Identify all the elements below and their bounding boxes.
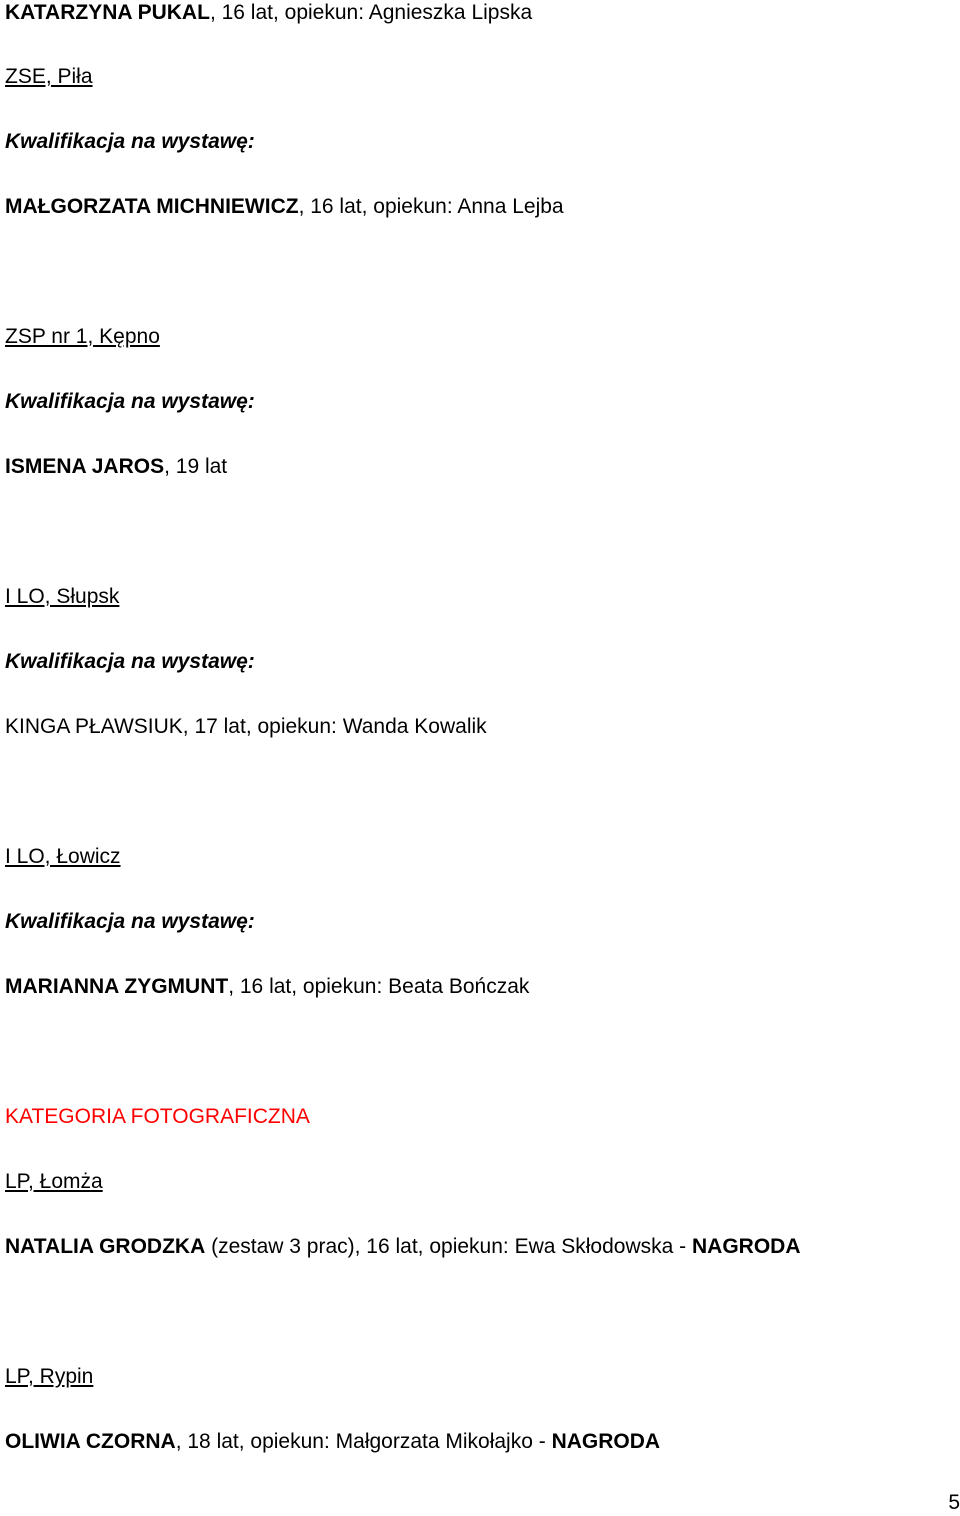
page-number: 5 [948,1491,960,1514]
entry-line [5,454,227,480]
student-details: , 18 lat, opiekun: Małgorzata Mikołajko - [175,1430,552,1453]
student-name: ISMENA JAROS [5,455,165,478]
category-heading: KATEGORIA FOTOGRAFICZNA [5,1105,310,1128]
student-details: , 16 lat, opiekun: Beata Bończak [228,975,530,998]
entry-line [5,194,564,220]
award-label: NAGRODA [691,1235,801,1258]
student-entry: KINGA PŁAWSIUK, 17 lat, opiekun: Wanda Kowalik [5,715,487,738]
qualification-label: Kwalifikacja na wystawę: [5,910,255,933]
school-name: I LO, Słupsk [5,585,120,608]
student-name: MARIANNA ZYGMUNT [5,975,229,998]
entry-line [5,1429,660,1455]
school-name: I LO, Łowicz [5,845,121,868]
qualification-label: Kwalifikacja na wystawę: [5,650,255,673]
entry-line [5,974,529,1000]
school-name: ZSP nr 1, Kępno [5,325,160,348]
student-name: KATARZYNA PUKAL [5,1,210,24]
entry-line [5,1234,800,1260]
student-name: NATALIA GRODZKA [5,1235,206,1258]
student-name: OLIWIA CZORNA [5,1430,176,1453]
school-name: LP, Łomża [5,1170,103,1193]
student-details: (zestaw 3 prac), 16 lat, opiekun: Ewa Skłodowska - [205,1235,692,1258]
student-name: MAŁGORZATA MICHNIEWICZ [5,195,299,218]
student-details: , 16 lat, opiekun: Anna Lejba [298,195,564,218]
award-label: NAGRODA [551,1430,661,1453]
entry-line [5,714,487,740]
school-name: LP, Rypin [5,1365,94,1388]
school-name: ZSE, Piła [5,65,93,88]
entry-line [5,0,532,26]
qualification-label: Kwalifikacja na wystawę: [5,130,255,153]
qualification-label: Kwalifikacja na wystawę: [5,390,255,413]
student-details: , 16 lat, opiekun: Agnieszka Lipska [209,1,533,24]
student-details: , 19 lat [164,455,228,478]
